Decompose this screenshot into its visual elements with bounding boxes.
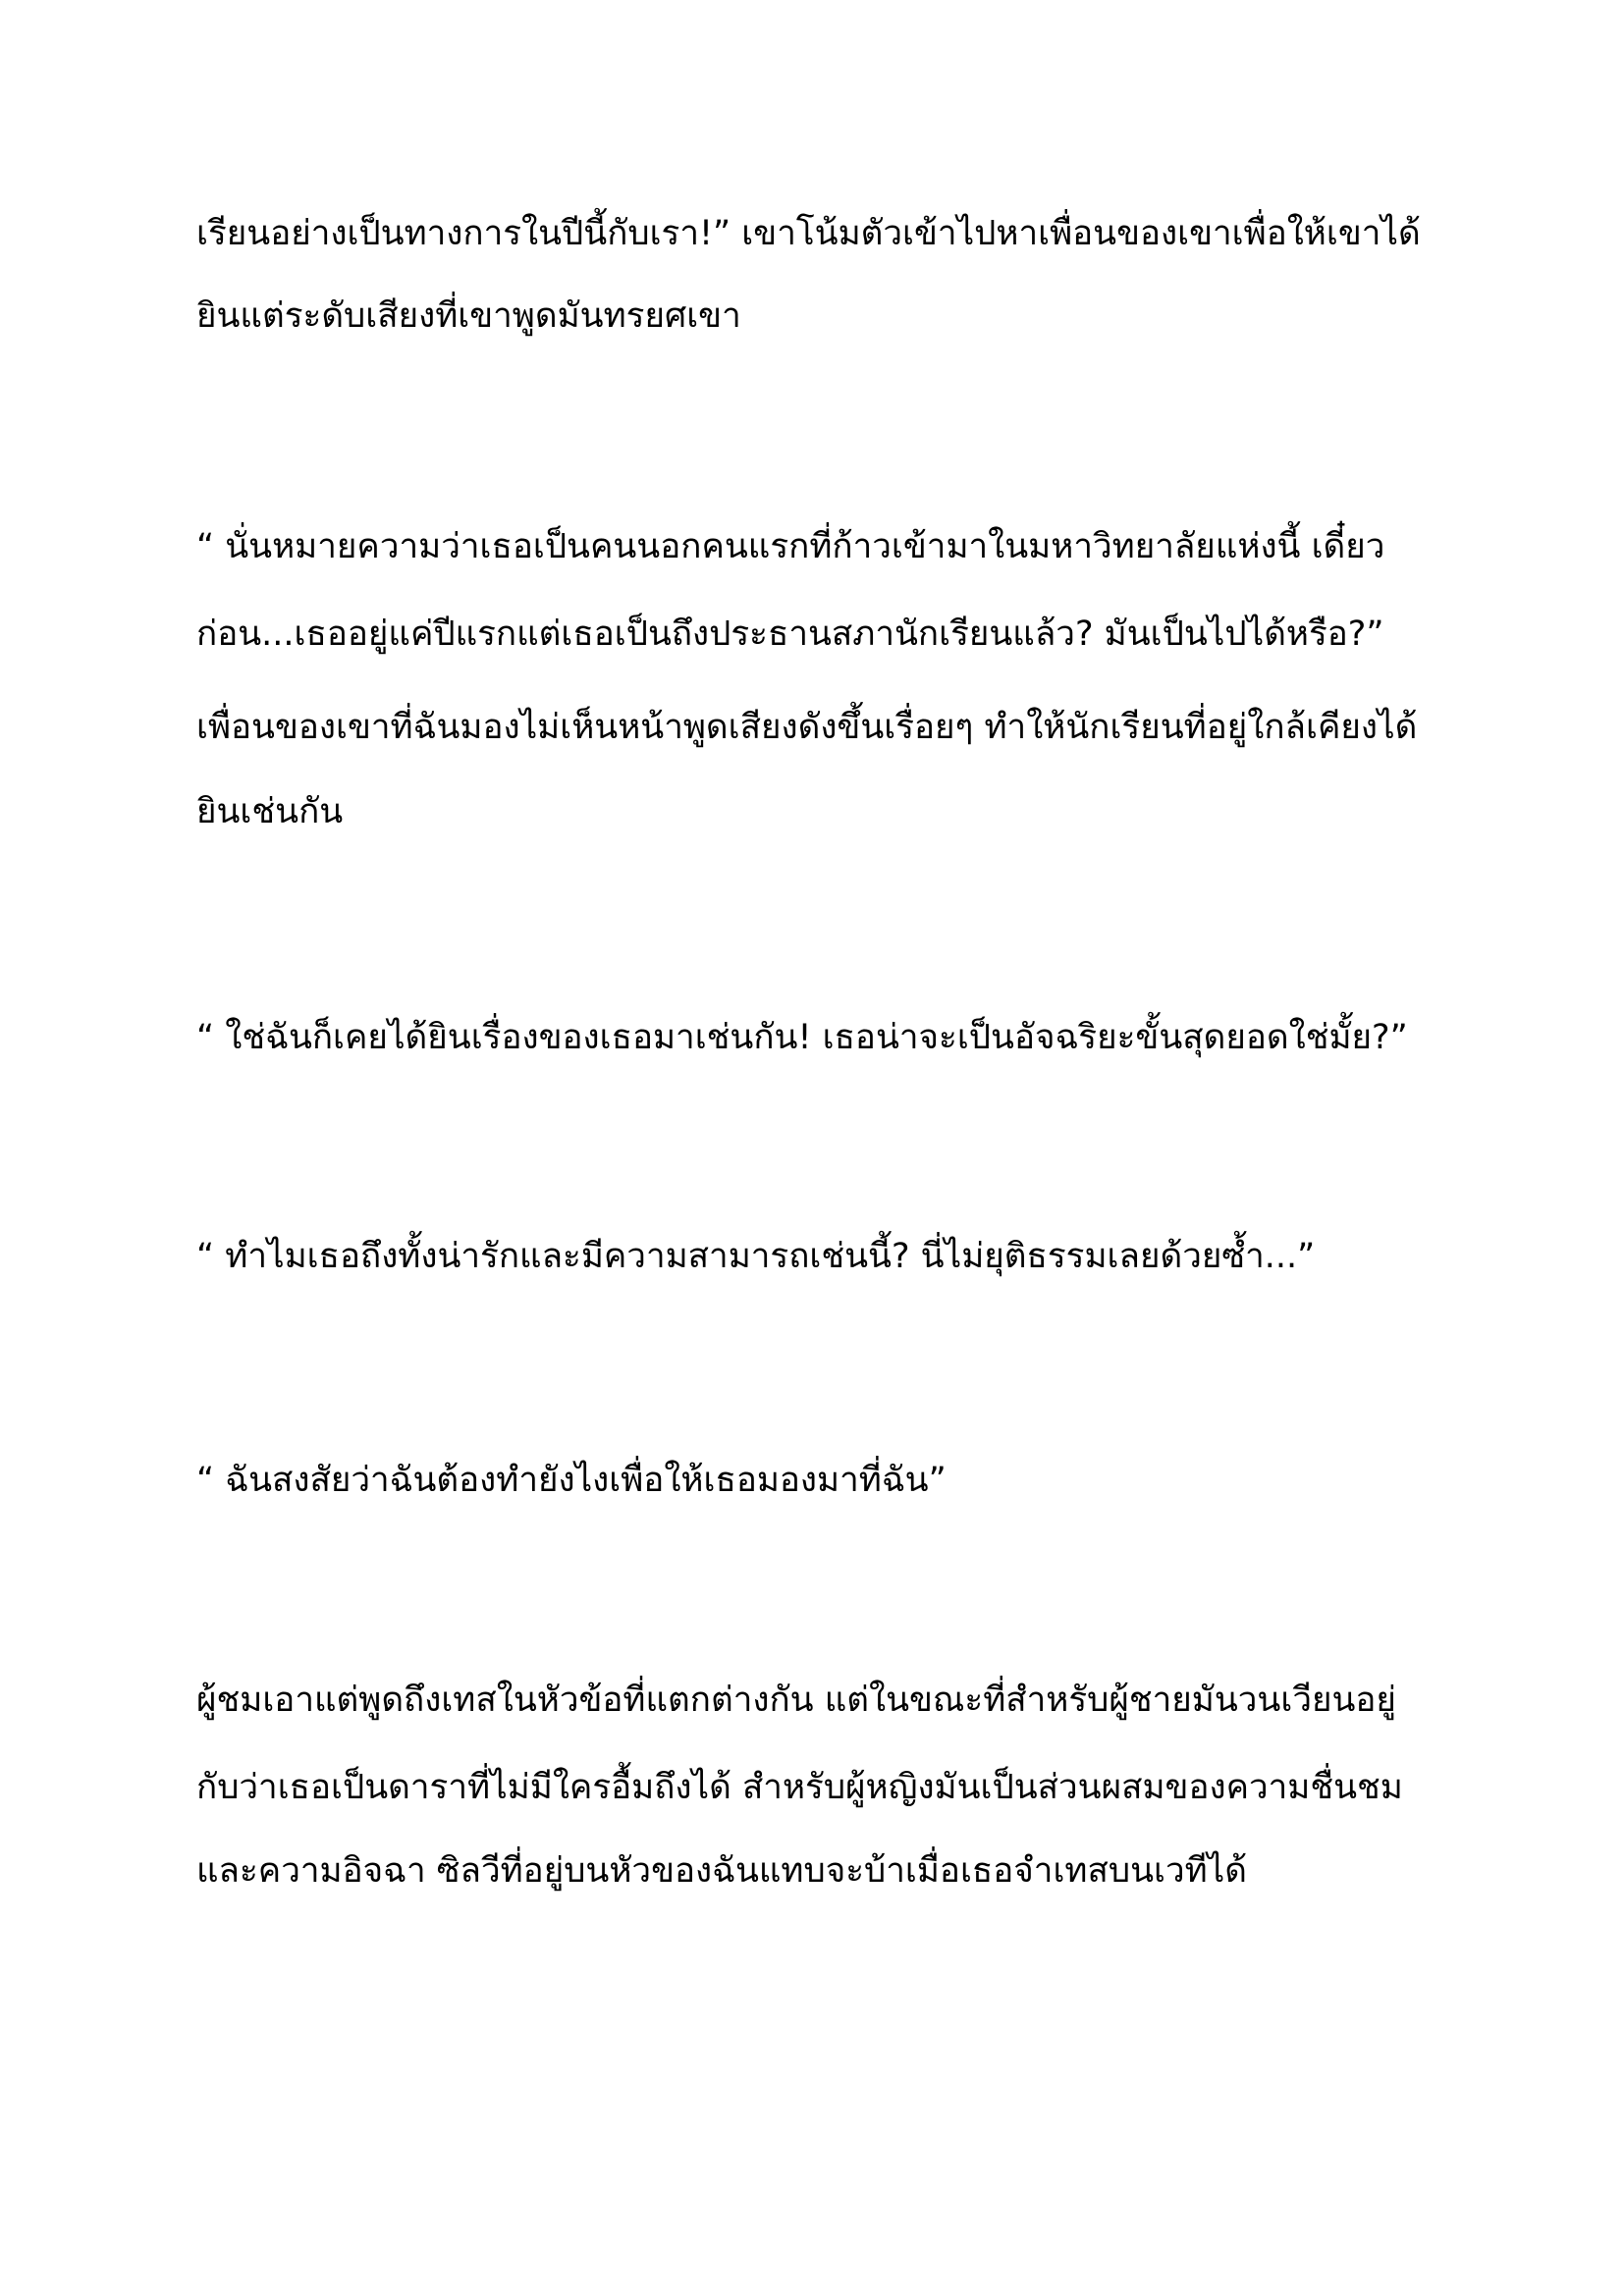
paragraph-6-line-2: กับว่าเธอเป็นดาราที่ไม่มีใครอื้มถึงได้ สำหรับผู้หญิงมันเป็นส่วนผสมของความชื่นชม bbox=[196, 1768, 1403, 1807]
paragraph-2-line-2: ก่อน...เธออยู่แค่ปีแรกแต่เธอเป็นถึงประธานสภานักเรียนแล้ว? มันเป็นไปได้หรือ?” bbox=[196, 614, 1384, 654]
paragraph-2-line-3: เพื่อนของเขาที่ฉันมองไม่เห็นหน้าพูดเสียงดังขึ้นเรื่อยๆ ทำให้นักเรียนที่อยู่ใกล้เคียงได้ bbox=[196, 708, 1418, 747]
paragraph-3-line-1: “ ใช่ฉันก็เคยได้ยินเรื่องของเธอมาเช่นกัน! เธอน่าจะเป็นอัจฉริยะขั้นสุดยอดใช่มั้ย?” bbox=[196, 1018, 1408, 1057]
paragraph-1-line-1: เรียนอย่างเป็นทางการในปีนี้กับเรา!” เขาโน้มตัวเข้าไปหาเพื่อนของเขาเพื่อให้เขาได้ bbox=[196, 214, 1421, 253]
paragraph-6-line-1: ผู้ชมเอาแต่พูดถึงเทสในหัวข้อที่แตกต่างกัน แต่ในขณะที่สำหรับผู้ชายมันวนเวียนอยู่ bbox=[196, 1681, 1396, 1720]
paragraph-2-line-1: “ นั่นหมายความว่าเธอเป็นคนนอกคนแรกที่ก้าวเข้ามาในมหาวิทยาลัยแห่งนี้ เดี๋ยว bbox=[196, 527, 1385, 566]
paragraph-5-line-1: “ ฉันสงสัยว่าฉันต้องทำยังไงเพื่อให้เธอมองมาที่ฉัน” bbox=[196, 1461, 947, 1500]
paragraph-4-line-1: “ ทำไมเธอถึงทั้งน่ารักและมีความสามารถเช่นนี้? นี่ไม่ยุติธรรมเลยด้วยซ้ำ...” bbox=[196, 1237, 1316, 1276]
paragraph-6-line-3: และความอิจฉา ซิลวีที่อยู่บนหัวของฉันแทบจะบ้าเมื่อเธอจำเทสบนเวทีได้ bbox=[196, 1851, 1248, 1891]
paragraph-1-line-2: ยินแต่ระดับเสียงที่เขาพูดมันทรยศเขา bbox=[196, 296, 741, 336]
paragraph-2-line-4: ยินเช่นกัน bbox=[196, 792, 344, 831]
